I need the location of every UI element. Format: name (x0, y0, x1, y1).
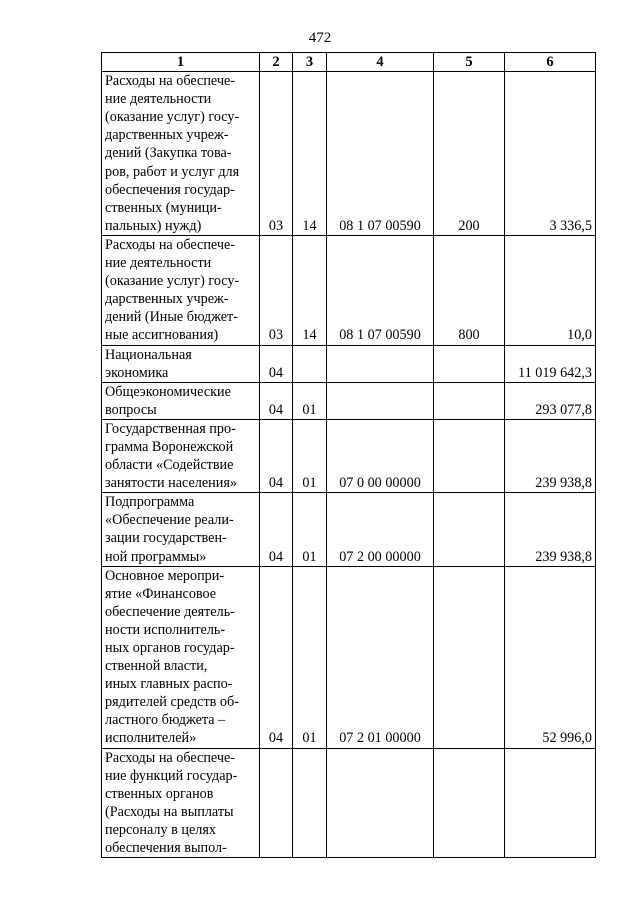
row-subsection (293, 345, 327, 382)
table-row (102, 493, 596, 566)
table-row (102, 235, 596, 345)
page-number: 472 (308, 30, 332, 46)
header-col-6: 6 (505, 53, 596, 72)
header-col-1: 1 (102, 53, 260, 72)
row-expense-type (434, 566, 505, 748)
row-amount: 11 019 642,3 (505, 345, 596, 382)
row-name: Расходы на обеспече- ние деятельности (оказание услуг) госу- дарственных учреж- дений (Закупка това- ров, работ и услуг для обеспечения государ- ственных (муници- пальных) нужд) (102, 72, 260, 236)
table-row (102, 419, 596, 492)
row-expense-type (434, 382, 505, 419)
row-section: 03 (260, 72, 293, 236)
row-subsection (293, 748, 327, 858)
row-amount: 293 077,8 (505, 382, 596, 419)
row-target-code: 07 2 01 00000 (327, 566, 434, 748)
row-section: 04 (260, 345, 293, 382)
header-col-2: 2 (260, 53, 293, 72)
row-expense-type: 800 (434, 235, 505, 345)
row-name: Государственная про- грамма Воронежской области «Содействие занятости населения» (102, 419, 260, 492)
row-section: 04 (260, 419, 293, 492)
row-section (260, 748, 293, 858)
row-target-code: 08 1 07 00590 (327, 72, 434, 236)
row-section: 04 (260, 382, 293, 419)
row-target-code (327, 748, 434, 858)
row-expense-type (434, 493, 505, 566)
row-section: 04 (260, 566, 293, 748)
row-target-code: 07 2 00 00000 (327, 493, 434, 566)
row-name: Общеэкономические вопросы (102, 382, 260, 419)
row-subsection: 01 (293, 493, 327, 566)
row-subsection: 01 (293, 566, 327, 748)
row-section: 03 (260, 235, 293, 345)
row-expense-type: 200 (434, 72, 505, 236)
row-target-code (327, 345, 434, 382)
table-row (102, 748, 596, 858)
row-amount: 239 938,8 (505, 493, 596, 566)
row-subsection: 14 (293, 235, 327, 345)
row-amount: 52 996,0 (505, 566, 596, 748)
budget-table (101, 52, 596, 858)
row-name: Национальная экономика (102, 345, 260, 382)
row-amount: 3 336,5 (505, 72, 596, 236)
header-col-5: 5 (434, 53, 505, 72)
row-expense-type (434, 419, 505, 492)
row-expense-type (434, 748, 505, 858)
row-name: Подпрограмма «Обеспечение реали- зации государствен- ной программы» (102, 493, 260, 566)
row-name: Основное меропри- ятие «Финансовое обеспечение деятель- ности исполнитель- ных органов государ- ственной власти, иных главных распо- рядителей средств об- ластного бюджета – исполнителей» (102, 566, 260, 748)
row-amount (505, 748, 596, 858)
header-col-4: 4 (327, 53, 434, 72)
row-target-code: 07 0 00 00000 (327, 419, 434, 492)
table-row (102, 382, 596, 419)
row-subsection: 01 (293, 419, 327, 492)
table-row (102, 345, 596, 382)
header-row (102, 53, 596, 72)
row-expense-type (434, 345, 505, 382)
row-name: Расходы на обеспече- ние деятельности (оказание услуг) госу- дарственных учреж- дений (Иные бюджет- ные ассигнования) (102, 235, 260, 345)
row-target-code: 08 1 07 00590 (327, 235, 434, 345)
table-row (102, 566, 596, 748)
row-target-code (327, 382, 434, 419)
row-subsection: 14 (293, 72, 327, 236)
header-col-3: 3 (293, 53, 327, 72)
row-amount: 10,0 (505, 235, 596, 345)
row-section: 04 (260, 493, 293, 566)
row-amount: 239 938,8 (505, 419, 596, 492)
table-row (102, 72, 596, 236)
row-name: Расходы на обеспече- ние функций государ- ственных органов (Расходы на выплаты персоналу в целях обеспечения выпол- (102, 748, 260, 858)
row-subsection: 01 (293, 382, 327, 419)
